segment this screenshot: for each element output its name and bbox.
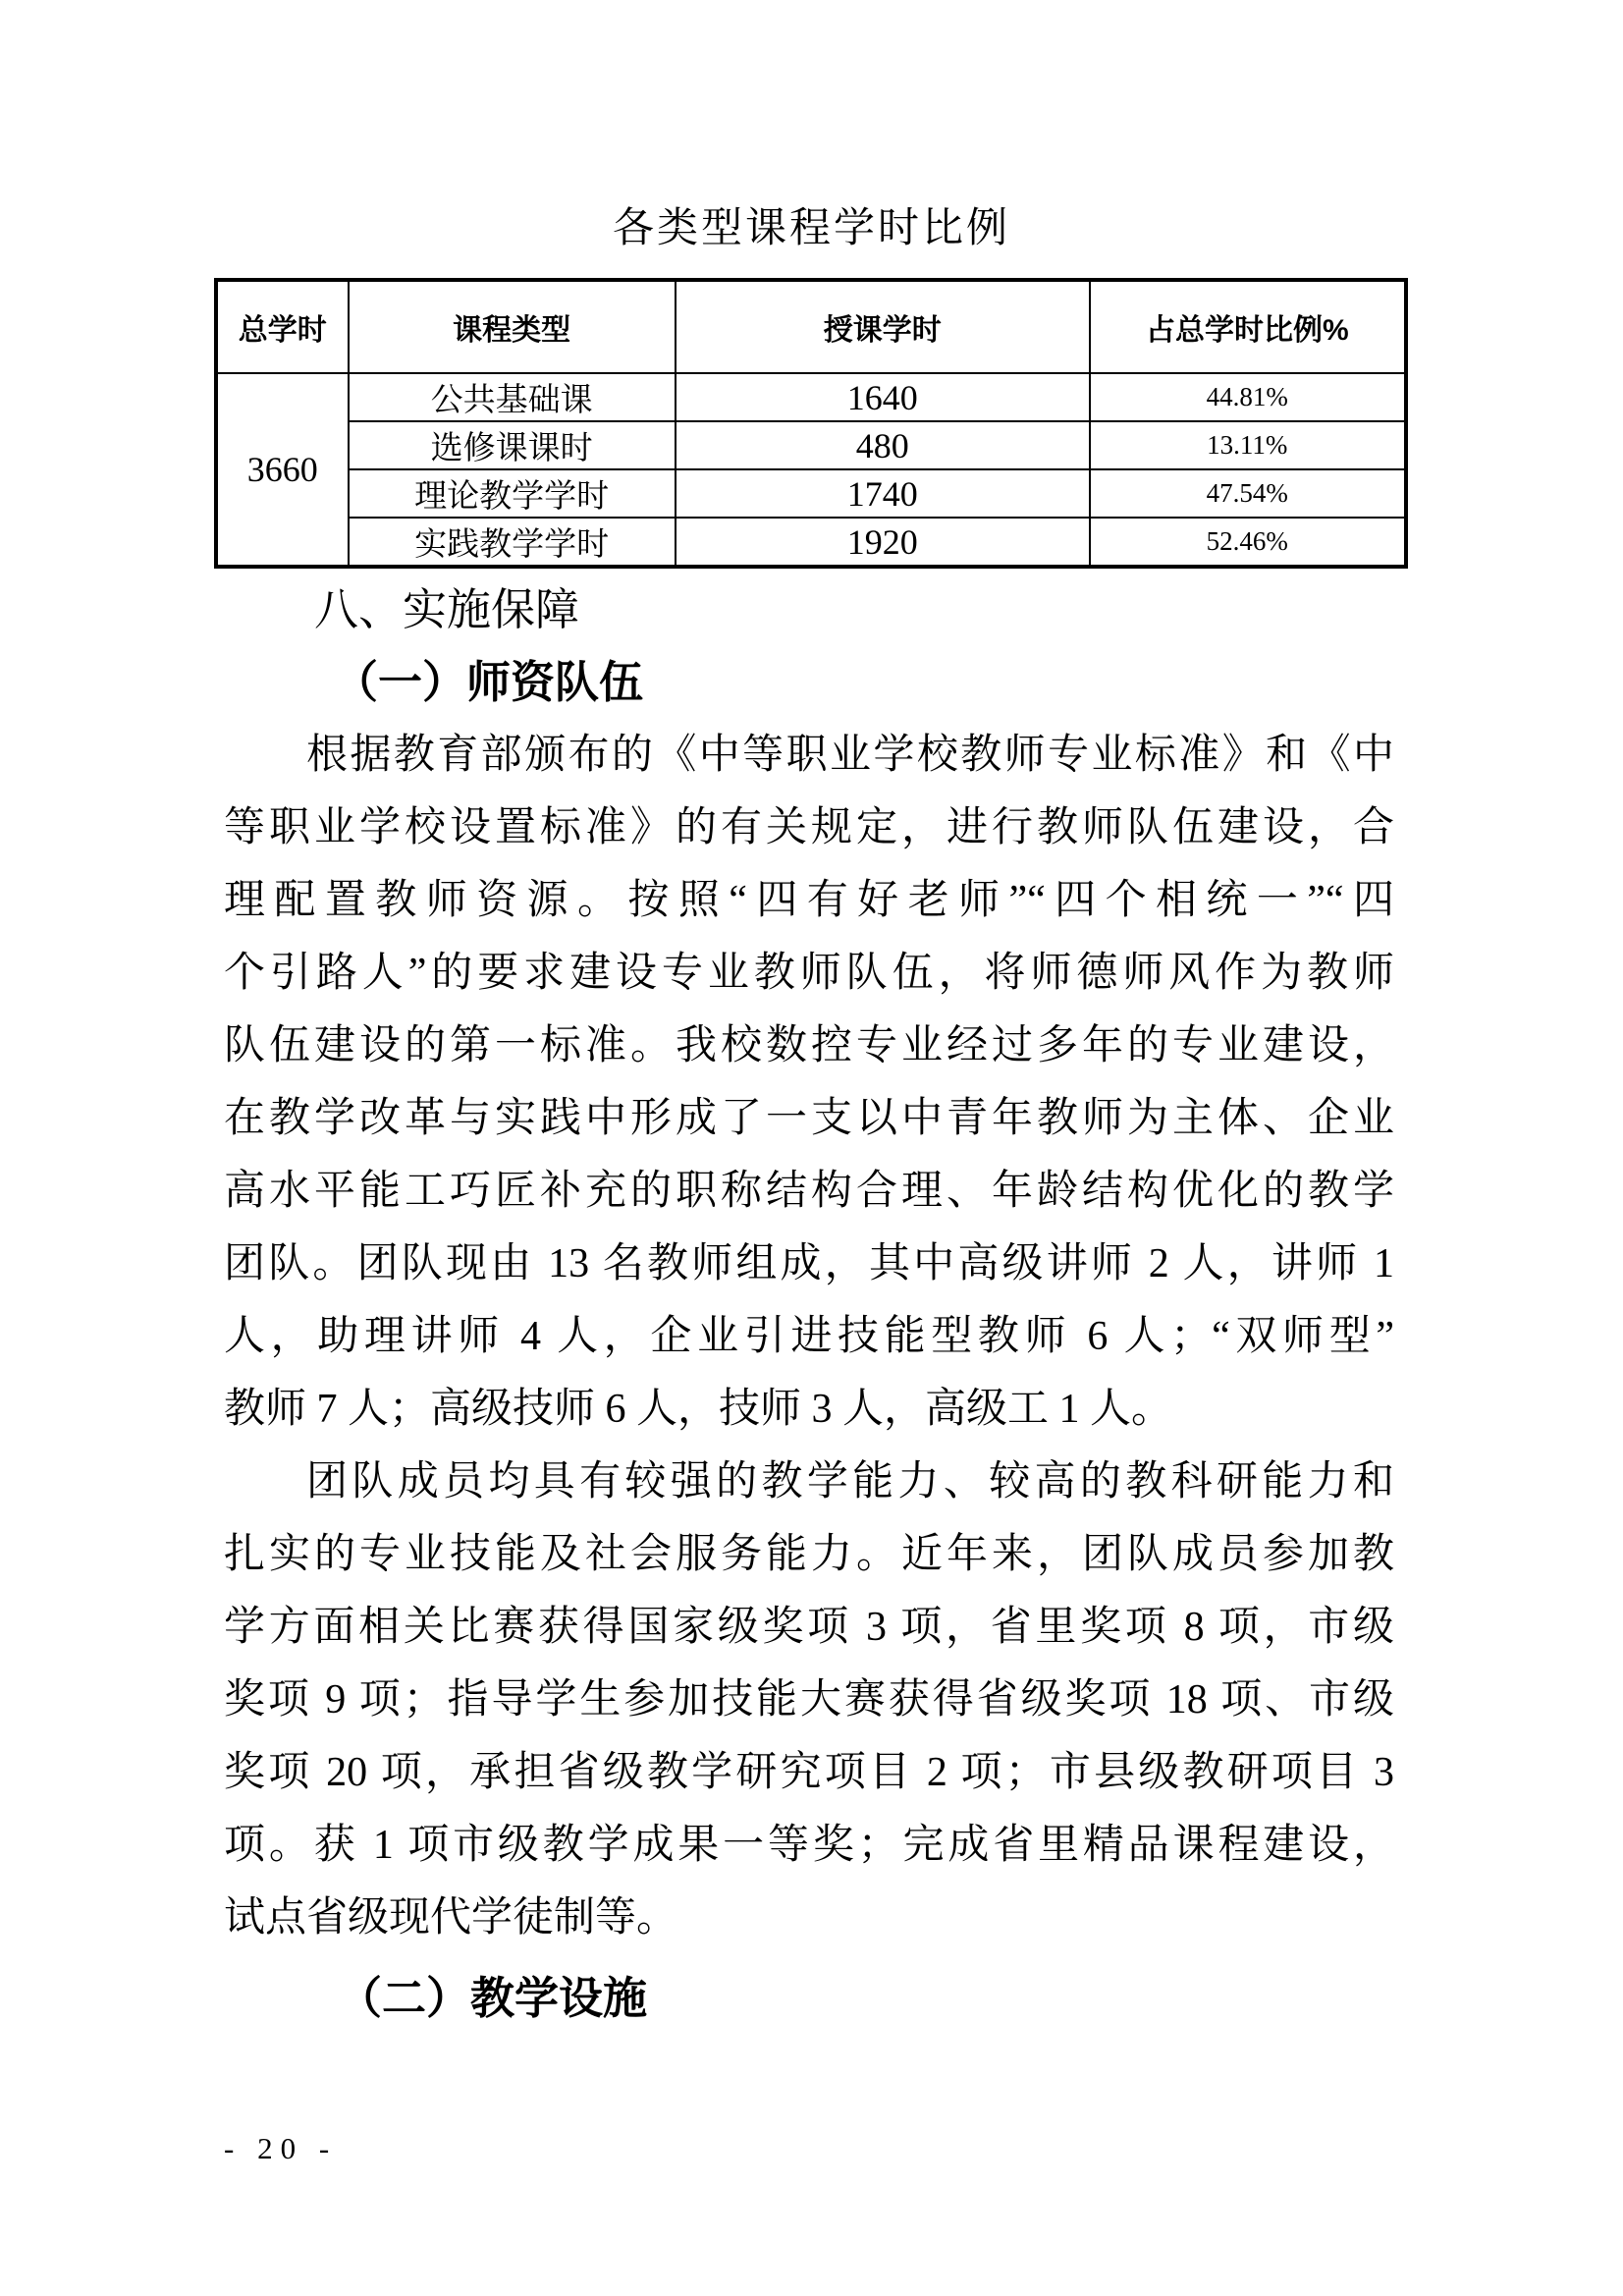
paragraph-line: 团队成员均具有较强的教学能力、较高的教科研能力和 xyxy=(306,1459,1394,1504)
course-type-cell: 选修课课时 xyxy=(349,421,676,469)
hours-cell: 1920 xyxy=(676,518,1090,567)
paragraph-line: 项。获 1 项市级教学成果一等奖；完成省里精品课程建设， xyxy=(224,1823,1394,1868)
hours-cell: 480 xyxy=(676,421,1090,469)
paragraph-line: 等职业学校设置标准》的有关规定，进行教师队伍建设，合 xyxy=(224,805,1394,850)
subsection-heading-teaching-facilities: （二）教学设施 xyxy=(338,1974,648,2023)
paragraph-line: 试点省级现代学徒制等。 xyxy=(224,1895,678,1941)
page-number: - 20 - xyxy=(224,2131,338,2165)
course-type-cell: 理论教学学时 xyxy=(349,469,676,518)
table-row xyxy=(216,469,1406,518)
course-type-cell: 公共基础课 xyxy=(349,373,676,421)
paragraph-line: 扎实的专业技能及社会服务能力。近年来，团队成员参加教 xyxy=(224,1532,1394,1577)
header-total-hours: 总学时 xyxy=(216,280,349,373)
percent-cell: 13.11% xyxy=(1090,421,1406,469)
table-title: 各类型课程学时比例 xyxy=(612,206,1010,251)
header-course-type: 课程类型 xyxy=(349,280,676,373)
section-heading-implementation-guarantee: 八、实施保障 xyxy=(314,585,580,634)
table-header-row xyxy=(216,280,1406,373)
paragraph-line: 团队。团队现由 13 名教师组成，其中高级讲师 2 人，讲师 1 xyxy=(224,1241,1394,1286)
table-row xyxy=(216,518,1406,567)
paragraph-line: 奖项 9 项；指导学生参加技能大赛获得省级奖项 18 项、市级 xyxy=(224,1677,1394,1722)
paragraph-line: 学方面相关比赛获得国家级奖项 3 项，省里奖项 8 项，市级 xyxy=(224,1605,1394,1650)
total-hours-cell: 3660 xyxy=(216,373,349,567)
course-type-cell: 实践教学学时 xyxy=(349,518,676,567)
hours-cell: 1640 xyxy=(676,373,1090,421)
percent-cell: 47.54% xyxy=(1090,469,1406,518)
paragraph-line: 个引路人”的要求建设专业教师队伍，将师德师风作为教师 xyxy=(224,951,1394,996)
paragraph-line: 理配置教师资源。按照“四有好老师”“四个相统一”“四 xyxy=(224,878,1394,923)
paragraph-line: 人，助理讲师 4 人，企业引进技能型教师 6 人；“双师型” xyxy=(224,1314,1394,1359)
paragraph-line: 在教学改革与实践中形成了一支以中青年教师为主体、企业 xyxy=(224,1096,1394,1141)
paragraph-line: 高水平能工巧匠补充的职称结构合理、年龄结构优化的教学 xyxy=(224,1169,1394,1214)
header-teaching-hours: 授课学时 xyxy=(676,280,1090,373)
percent-cell: 52.46% xyxy=(1090,518,1406,567)
subsection-heading-teaching-staff: （一）师资队伍 xyxy=(334,658,644,707)
paragraph-line: 教师 7 人；高级技师 6 人，技师 3 人，高级工 1 人。 xyxy=(224,1387,1173,1432)
table-row xyxy=(216,421,1406,469)
paragraph-line: 根据教育部颁布的《中等职业学校教师专业标准》和《中 xyxy=(306,733,1394,778)
header-percent: 占总学时比例% xyxy=(1090,280,1406,373)
hours-cell: 1740 xyxy=(676,469,1090,518)
percent-cell: 44.81% xyxy=(1090,373,1406,421)
paragraph-line: 队伍建设的第一标准。我校数控专业经过多年的专业建设， xyxy=(224,1023,1394,1068)
table-row xyxy=(216,373,1406,421)
paragraph-line: 奖项 20 项，承担省级教学研究项目 2 项；市县级教研项目 3 xyxy=(224,1750,1394,1795)
course-hours-table xyxy=(214,278,1408,569)
